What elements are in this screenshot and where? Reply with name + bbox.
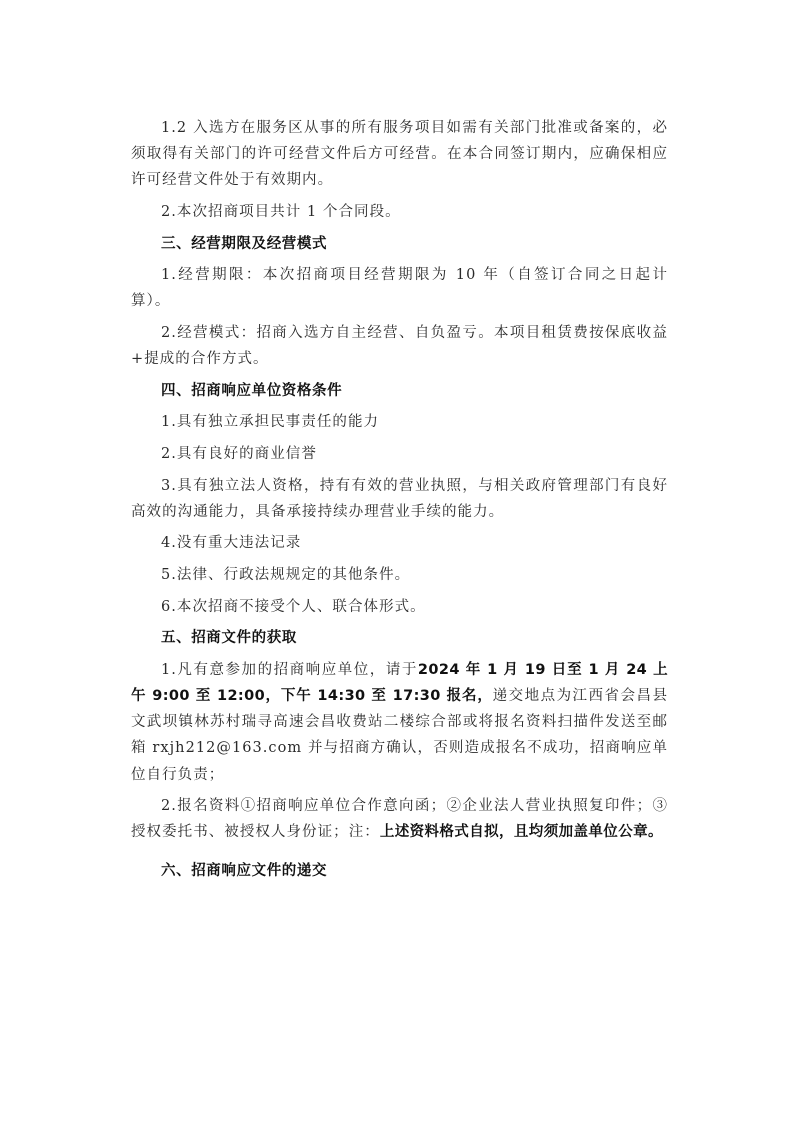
paragraph-operating-mode: 2.经营模式：招商入选方自主经营、自负盈亏。本项目租赁费按保底收益+提成的合作方式。	[131, 324, 668, 368]
paragraph-registration-materials	[131, 793, 668, 845]
qualification-item-3: 3.具有独立法人资格，持有有效的营业执照，与相关政府管理部门有良好高效的沟通能力，具备承接持续办理营业手续的能力。	[131, 477, 668, 520]
materials-note: 上述资料格式自拟，且均须加盖单位公章。	[379, 824, 663, 841]
section-heading-6: 六、招商响应文件的递交	[161, 862, 328, 879]
section-heading-5: 五、招商文件的获取	[161, 630, 297, 647]
section-heading-4: 四、招商响应单位资格条件	[161, 382, 343, 399]
qualification-item-2: 2.具有良好的商业信誉	[161, 445, 317, 462]
document-body	[131, 115, 668, 890]
qualification-item-6: 6.本次招商不接受个人、联合体形式。	[161, 598, 426, 615]
qualification-item-4: 4.没有重大违法记录	[161, 535, 302, 552]
qualification-item-1: 1.具有独立承担民事责任的能力	[161, 414, 380, 431]
paragraph-registration	[131, 657, 668, 788]
section-heading-3: 三、经营期限及经营模式	[161, 235, 328, 252]
paragraph-1-2: 1.2 入选方在服务区从事的所有服务项目如需有关部门批准或备案的，必须取得有关部门的许可经营文件后方可经营。在本合同签订期内，应确保相应许可经营文件处于有效期内。	[131, 120, 668, 189]
paragraph-operating-period: 1.经营期限：本次招商项目经营期限为 10 年（自签订合同之日起计算）。	[131, 267, 668, 310]
materials-list: 2.报名资料①招商响应单位合作意向函；②企业法人营业执照复印件；③授权委托书、被授权人身份证；注：	[131, 798, 668, 841]
registration-location: 递交地点为江西省会昌县文武坝镇林苏村瑞寻高速会昌收费站二楼综合部或将报名资料扫描件发送至邮箱 rxjh212@163.com 并与招商方确认，否则造成报名不成功，招商响应单位自行负责；	[131, 687, 668, 783]
paragraph-contract-count: 2.本次招商项目共计 1 个合同段。	[161, 204, 401, 220]
registration-intro: 1.凡有意参加的招商响应单位，请于	[161, 661, 418, 678]
registration-time: 2024 年 1 月 19 日至 1 月 24 上午 9:00 至 12:00，下午 14:30 至 17:30 报名，	[131, 661, 669, 704]
qualification-item-5: 5.法律、行政法规规定的其他条件。	[161, 566, 411, 583]
